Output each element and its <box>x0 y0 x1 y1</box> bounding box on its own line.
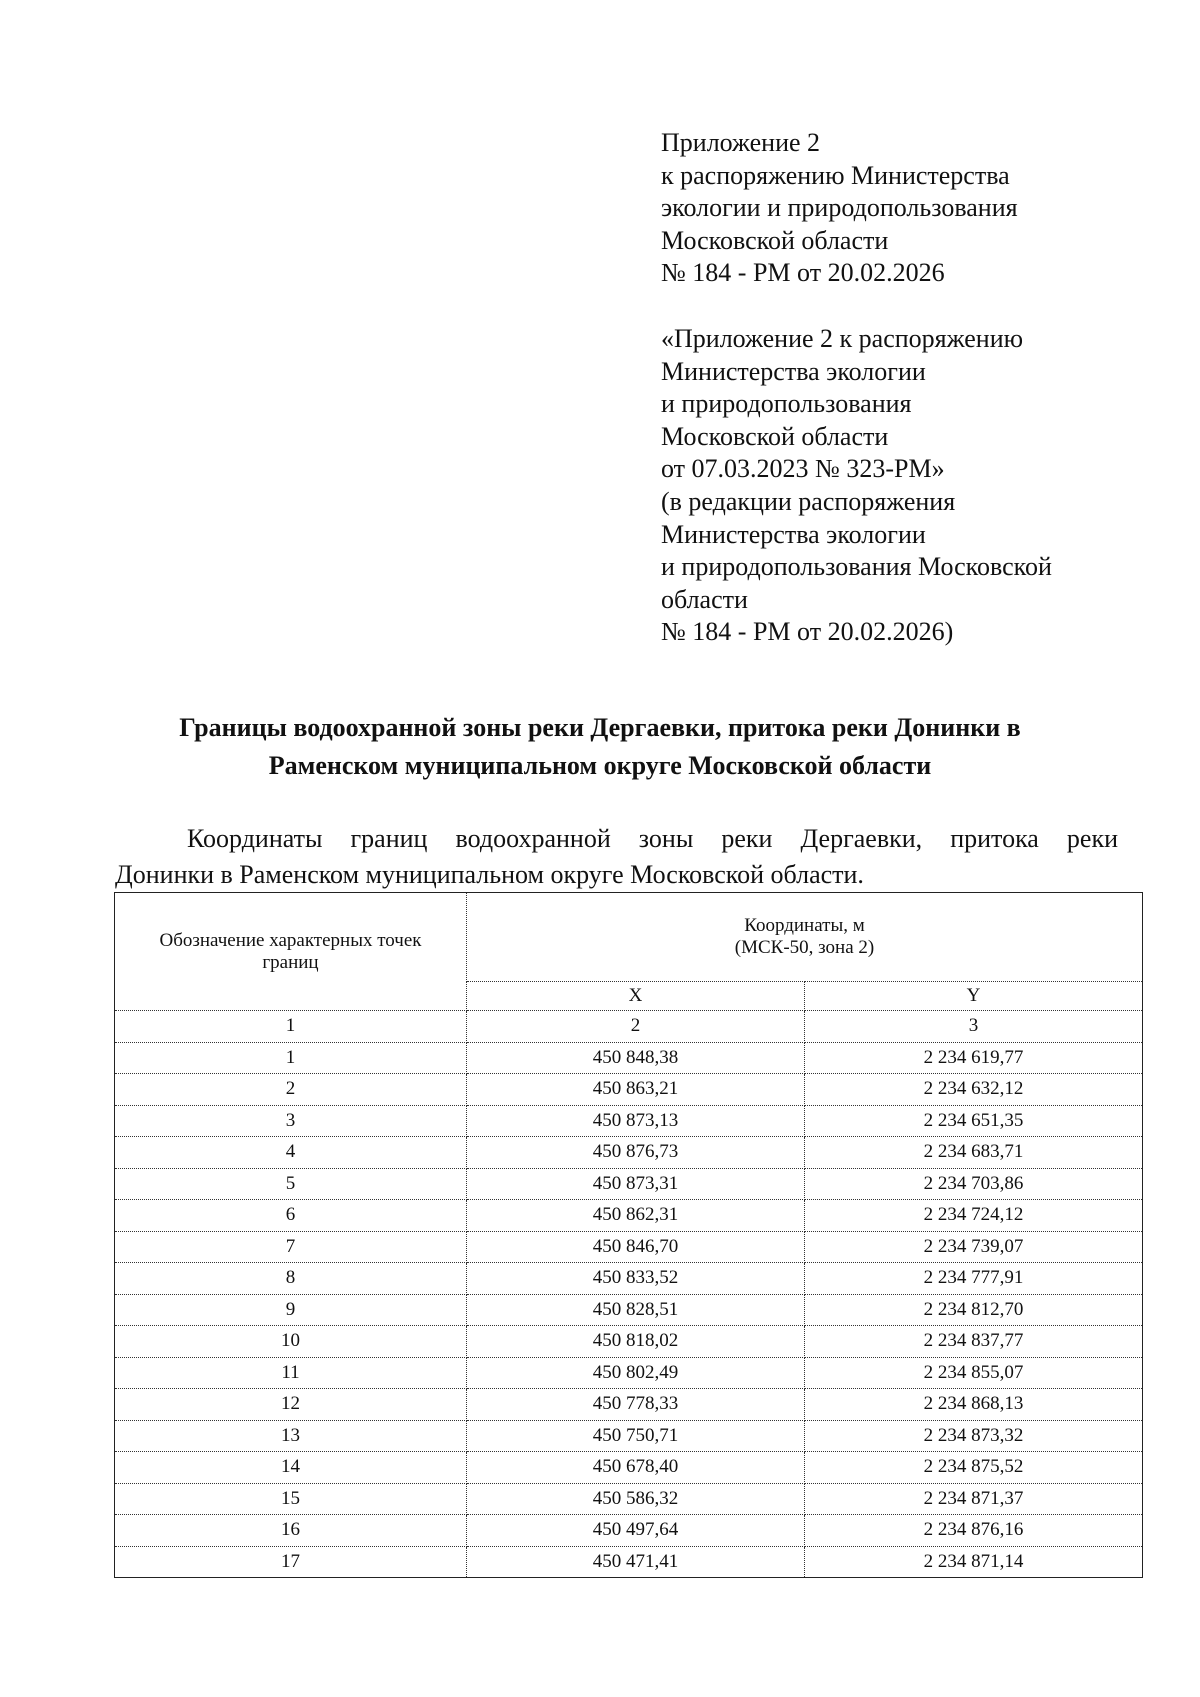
y-coordinate-cell: 2 234 873,32 <box>805 1420 1143 1452</box>
point-cell: 13 <box>115 1420 467 1452</box>
title-line-1: Границы водоохранной зоны реки Дергаевки, притока реки Донинки в <box>179 713 1021 742</box>
table-row <box>115 1200 1143 1232</box>
point-cell: 15 <box>115 1483 467 1515</box>
table-row <box>115 1515 1143 1547</box>
point-cell: 11 <box>115 1357 467 1389</box>
point-cell: 9 <box>115 1294 467 1326</box>
annex-line: № 184 - РМ от 20.02.2026 <box>661 258 945 288</box>
numbering-cell: 3 <box>805 1011 1143 1043</box>
x-coordinate-cell: 450 862,31 <box>467 1200 805 1232</box>
x-coordinate-cell: 450 678,40 <box>467 1452 805 1484</box>
point-cell: 3 <box>115 1105 467 1137</box>
coords-header-line-2: (МСК-50, зона 2) <box>734 937 875 958</box>
intro-line-1: Координаты границ водоохранной зоны реки Дергаевки, притока реки <box>187 824 1118 853</box>
x-coordinate-cell: 450 828,51 <box>467 1294 805 1326</box>
x-coordinate-cell: 450 471,41 <box>467 1546 805 1578</box>
table-body <box>115 1011 1143 1578</box>
table-row <box>115 1326 1143 1358</box>
numbering-cell: 1 <box>115 1011 467 1043</box>
y-coordinate-cell: 2 234 875,52 <box>805 1452 1143 1484</box>
coordinates-table <box>114 892 1143 1578</box>
x-coordinate-cell: 450 873,31 <box>467 1168 805 1200</box>
annex-line: № 184 - РМ от 20.02.2026) <box>661 617 954 647</box>
table-row <box>115 1137 1143 1169</box>
x-coordinate-cell: 450 750,71 <box>467 1420 805 1452</box>
y-coordinate-cell: 2 234 632,12 <box>805 1074 1143 1106</box>
annex-line: Московской области <box>661 421 889 451</box>
x-column-header: X <box>467 982 805 1011</box>
point-cell: 7 <box>115 1231 467 1263</box>
point-cell: 1 <box>115 1042 467 1074</box>
table-row <box>115 1231 1143 1263</box>
x-coordinate-cell: 450 833,52 <box>467 1263 805 1295</box>
annex-line: и природопользования <box>661 389 912 419</box>
annex-line: и природопользования Московской <box>661 552 1052 582</box>
annex-line: Приложение 2 <box>661 128 821 157</box>
y-coordinate-cell: 2 234 619,77 <box>805 1042 1143 1074</box>
y-coordinate-cell: 2 234 703,86 <box>805 1168 1143 1200</box>
annex-line: Московской области <box>661 225 889 255</box>
intro-line-2: Донинки в Раменском муниципальном округе Московской области. <box>115 860 864 889</box>
numbering-cell: 2 <box>467 1011 805 1043</box>
y-coordinate-cell: 2 234 837,77 <box>805 1326 1143 1358</box>
annex-line: от 07.03.2023 № 323-РМ» <box>661 454 945 484</box>
y-column-header: Y <box>805 982 1143 1011</box>
table-row <box>115 1074 1143 1106</box>
point-cell: 6 <box>115 1200 467 1232</box>
y-coordinate-cell: 2 234 871,37 <box>805 1483 1143 1515</box>
y-coordinate-cell: 2 234 739,07 <box>805 1231 1143 1263</box>
table-row <box>115 1483 1143 1515</box>
y-coordinate-cell: 2 234 876,16 <box>805 1515 1143 1547</box>
intro-paragraph <box>115 821 1118 893</box>
table-row <box>115 1452 1143 1484</box>
y-coordinate-cell: 2 234 871,14 <box>805 1546 1143 1578</box>
numbering-row <box>115 1011 1143 1043</box>
x-coordinate-cell: 450 846,70 <box>467 1231 805 1263</box>
x-coordinate-cell: 450 802,49 <box>467 1357 805 1389</box>
point-cell: 14 <box>115 1452 467 1484</box>
y-coordinate-cell: 2 234 777,91 <box>805 1263 1143 1295</box>
table-row <box>115 1420 1143 1452</box>
table-row <box>115 1546 1143 1578</box>
table-row <box>115 1042 1143 1074</box>
point-cell: 5 <box>115 1168 467 1200</box>
x-coordinate-cell: 450 497,64 <box>467 1515 805 1547</box>
document-title <box>120 709 1080 785</box>
annex-line: к распоряжению Министерства <box>661 160 1010 190</box>
x-coordinate-cell: 450 818,02 <box>467 1326 805 1358</box>
point-cell: 16 <box>115 1515 467 1547</box>
title-line-2: Раменском муниципальном округе Московской области <box>268 751 932 780</box>
point-cell: 2 <box>115 1074 467 1106</box>
x-coordinate-cell: 450 586,32 <box>467 1483 805 1515</box>
annex-line: (в редакции распоряжения <box>661 486 956 516</box>
annex-gap <box>661 290 1052 323</box>
table-row <box>115 1263 1143 1295</box>
y-coordinate-cell: 2 234 855,07 <box>805 1357 1143 1389</box>
point-cell: 12 <box>115 1389 467 1421</box>
y-coordinate-cell: 2 234 868,13 <box>805 1389 1143 1421</box>
point-cell: 4 <box>115 1137 467 1169</box>
x-coordinate-cell: 450 863,21 <box>467 1074 805 1106</box>
table-row <box>115 1168 1143 1200</box>
x-coordinate-cell: 450 876,73 <box>467 1137 805 1169</box>
table-row <box>115 1389 1143 1421</box>
point-cell: 10 <box>115 1326 467 1358</box>
points-header-line-1: Обозначение характерных точек <box>159 929 422 951</box>
table-header-row <box>115 893 1143 982</box>
table-row <box>115 1105 1143 1137</box>
table-row <box>115 1357 1143 1389</box>
annex-line: области <box>661 584 748 614</box>
point-cell: 17 <box>115 1546 467 1578</box>
points-header-line-2: границ <box>262 951 319 973</box>
annex-line: экологии и природопользования <box>661 193 1018 223</box>
coords-column-header <box>467 893 1143 982</box>
coords-header-line-1: Координаты, м <box>744 915 865 936</box>
table-row <box>115 1294 1143 1326</box>
annex-line: Министерства экологии <box>661 356 926 386</box>
y-coordinate-cell: 2 234 724,12 <box>805 1200 1143 1232</box>
points-column-header <box>115 893 467 1011</box>
point-cell: 8 <box>115 1263 467 1295</box>
x-coordinate-cell: 450 873,13 <box>467 1105 805 1137</box>
y-coordinate-cell: 2 234 651,35 <box>805 1105 1143 1137</box>
annex-line: «Приложение 2 к распоряжению <box>661 323 1024 353</box>
y-coordinate-cell: 2 234 812,70 <box>805 1294 1143 1326</box>
annex-line: Министерства экологии <box>661 519 926 549</box>
y-coordinate-cell: 2 234 683,71 <box>805 1137 1143 1169</box>
x-coordinate-cell: 450 848,38 <box>467 1042 805 1074</box>
annex-header <box>661 127 1052 649</box>
x-coordinate-cell: 450 778,33 <box>467 1389 805 1421</box>
